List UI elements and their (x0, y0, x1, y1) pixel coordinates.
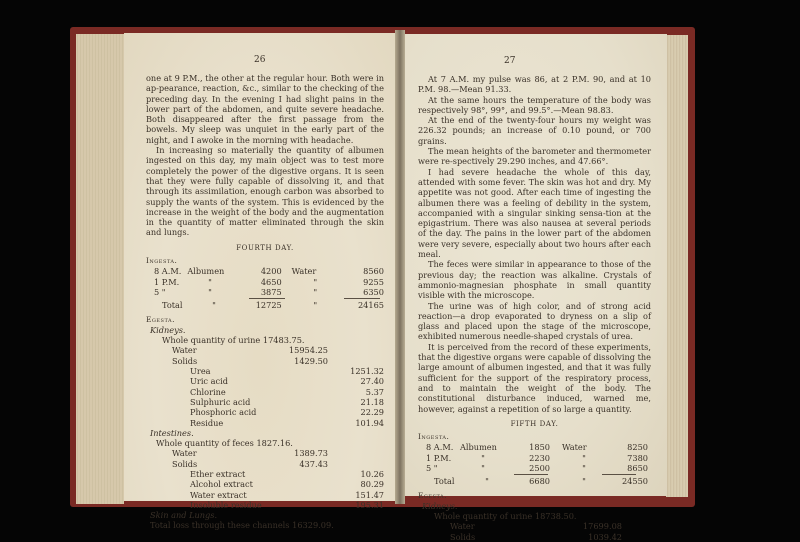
row-label: Solids (450, 531, 476, 542)
value: 3875 (260, 286, 282, 297)
item: " (582, 462, 586, 473)
ingesta-row (418, 442, 651, 452)
value: 24550 (621, 476, 648, 487)
egesta-label: Egesta. (418, 490, 447, 500)
row-value: 1429.50 (294, 355, 328, 366)
value: 7380 (627, 452, 648, 463)
row-label: Urea (190, 366, 211, 377)
value: 4650 (260, 276, 282, 287)
row-label: Water (172, 345, 197, 356)
stat-row (146, 500, 384, 510)
page-number: 26 (254, 55, 266, 65)
paragraph: At the same hours the temperature of the body was respectively 98°, 99°, and 99.5°.—Mean 98.83. (418, 94, 651, 115)
row-value: 15954.25 (288, 345, 328, 356)
urine-row (418, 532, 651, 542)
value: 9255 (363, 276, 384, 287)
row-label: Residue (190, 417, 224, 428)
paragraph: The feces were similar in appearance to those of the previous day; the reaction was alkaline. Crystals of ammonio-magnesian phosphate in small quantity visible with the microscope. (418, 259, 651, 301)
ingesta-total-row (146, 300, 384, 310)
total-rule (418, 473, 651, 476)
row-value: 80.29 (360, 479, 384, 490)
value: 12725 (255, 300, 282, 311)
row-value: 21.18 (360, 396, 384, 407)
row-value: 101.94 (355, 417, 384, 428)
paragraph: The urine was of high color, and of strong acid reaction—a drop evaporated to dryness on a slip of glass and placed upon the stage of the microscope, exhibited numerous needle-shaped crystals of urea. (418, 300, 651, 342)
item: " (208, 286, 212, 297)
item: " (485, 476, 489, 487)
row-label: Solids (172, 458, 198, 469)
item: " (208, 276, 212, 287)
row-value: 10.26 (360, 468, 384, 479)
item: " (313, 300, 318, 311)
time: 8 A.M. (426, 442, 454, 453)
intestines-label: Intestines. (150, 427, 194, 438)
kidneys-label: Kidneys. (150, 324, 186, 335)
row-value: 17699.08 (582, 521, 622, 532)
value: 6350 (363, 286, 384, 297)
row-label: Water (172, 448, 197, 459)
row-value: 27.40 (360, 376, 384, 387)
ingesta-label: Ingesta. (146, 256, 178, 266)
total-label: Total (162, 300, 183, 311)
row-label: Water extract (190, 489, 247, 500)
ingesta-row (146, 287, 384, 297)
time: 1 P.M. (154, 276, 180, 287)
total-label: Total (434, 476, 455, 487)
stat-row (146, 376, 384, 386)
item: " (481, 452, 485, 463)
row-value: 22.29 (360, 407, 384, 418)
stat-row (146, 387, 384, 397)
value: 6680 (529, 476, 550, 487)
urine-total-line: Whole quantity of urine 17483.75. (162, 335, 305, 346)
item: " (212, 300, 216, 311)
stat-row (146, 418, 384, 428)
paragraph: I had severe headache the whole of this day, attended with some fever. The skin was hot and dry. My appetite was not good. After each time of ingesting the albumen there was a feeling of debility in the system, accompanied with a singular sinking sensa-tion at the epigastrium. There was also nausea at several periods of the day. The pains in the lower part of the abdomen were very severe, especially about two hours after each meal. (418, 166, 651, 260)
row-value: 1039.42 (588, 531, 622, 542)
stat-row (146, 448, 384, 458)
book-gutter (395, 30, 405, 504)
feces-total-line: Whole quantity of feces 1827.16. (156, 438, 293, 449)
stat-row (146, 469, 384, 479)
value: 24165 (357, 300, 384, 311)
urine-total-line: Whole quantity of urine 18738.50. (434, 511, 577, 522)
item: Water (291, 266, 317, 277)
row-value: 195.31 (355, 499, 384, 510)
time: 5 " (426, 462, 438, 473)
item: Water (562, 442, 587, 453)
paragraph: It is perceived from the record of these experiments, that the digestive organs were capable of dissolving the large amount of albumen ingested, and that it was fully sufficient for the support of the respiratory process, and to maintain the weight of the body. The constitutional disturbance induced, warned me, however, against a repetition of so large a quantity. (418, 341, 651, 414)
ingesta-label: Ingesta. (418, 432, 450, 442)
stat-row (146, 479, 384, 489)
row-value: 151.47 (355, 489, 384, 500)
row-label: Ether extract (190, 468, 246, 479)
stat-row (146, 397, 384, 407)
page-number: 27 (504, 56, 516, 66)
item: Albumen (187, 266, 225, 277)
ingesta-total-row (418, 476, 651, 486)
item: " (313, 276, 318, 287)
egesta-label: Egesta. (146, 314, 175, 324)
right-page-edges (666, 35, 688, 497)
row-value: 1389.73 (294, 448, 328, 459)
row-label: Insoluble residue (190, 499, 262, 510)
total-rule (146, 297, 384, 300)
day-heading: FIFTH DAY. (510, 419, 559, 428)
item: " (582, 476, 586, 487)
value: 2230 (529, 452, 550, 463)
paragraph: one at 9 P.M., the other at the regular hour. Both were in ap-pearance, reaction, &c., similar to the checking of the preceding day. In the evening I had slight pains in the lower part of the abdomen, and quite severe headache. Both disappeared after the first passage from the bowels. My sleep was unquiet in the early part of the night, and I awoke in the morning with headache. (146, 73, 384, 145)
time: 5 " (154, 286, 166, 297)
value: 8250 (627, 442, 648, 453)
time: 1 P.M. (426, 452, 452, 463)
row-value: 1251.32 (350, 366, 384, 377)
time: 8 A.M. (154, 266, 182, 277)
feces-table (146, 448, 384, 510)
item: " (313, 286, 318, 297)
stat-row (146, 366, 384, 376)
kidneys-label: Kidneys. (422, 500, 458, 511)
right-page-text (418, 74, 651, 542)
value: 4200 (260, 266, 282, 277)
left-page (124, 33, 396, 531)
right-page (404, 34, 667, 542)
paragraph: The mean heights of the barometer and thermometer were re-spectively 29.290 inches, and 47.66°. (418, 146, 651, 167)
item: Albumen (460, 442, 497, 453)
row-value: 437.43 (299, 458, 328, 469)
value: 2500 (529, 462, 550, 473)
stat-row (146, 490, 384, 500)
stat-row (146, 345, 384, 355)
skin-lungs-line: Total loss through these channels 16329.09. (150, 520, 334, 531)
stat-row (146, 407, 384, 417)
value: 8560 (363, 266, 384, 277)
stat-row (146, 459, 384, 469)
row-label: Alcohol extract (190, 479, 253, 490)
row-label: Chlorine (190, 386, 226, 397)
left-page-text (146, 73, 384, 531)
item: " (582, 452, 586, 463)
day-heading: FOURTH DAY. (236, 243, 294, 252)
ingesta-row (418, 453, 651, 463)
paragraph: At 7 A.M. my pulse was 86, at 2 P.M. 90, and at 10 P.M. 98.—Mean 91.33. (418, 74, 651, 95)
stat-row (146, 356, 384, 366)
item: " (481, 462, 485, 473)
ingesta-row (146, 277, 384, 287)
urine-table (146, 345, 384, 427)
urine-row (418, 521, 651, 531)
row-label: Sulphuric acid (190, 396, 251, 407)
value: 1850 (529, 442, 550, 453)
paragraph: At the end of the twenty-four hours my weight was 226.32 pounds; an increase of 0.10 pound, or 700 grains. (418, 115, 651, 146)
row-label: Water (450, 521, 475, 532)
row-value: 5.37 (365, 386, 384, 397)
row-label: Phosphoric acid (190, 407, 257, 418)
skin-lungs-label: Skin and Lungs. (150, 510, 218, 521)
row-label: Uric acid (190, 376, 228, 387)
row-label: Solids (172, 355, 198, 366)
left-page-edges (76, 34, 124, 504)
ingesta-row (146, 266, 384, 276)
paragraph: In increasing so materially the quantity of albumen ingested on this day, my main object was to test more completely the power of the digestive organs. It is seen that they were fully capable of dissolving it, and that through its assimilation, enough carbon was absorbed to supply the wants of the system. This is evidenced by the increase in the weight of the body and the augmentation in the quantity of matter eliminated through the skin and lungs. (146, 145, 384, 238)
ingesta-row (418, 463, 651, 473)
value: 8650 (627, 462, 648, 473)
